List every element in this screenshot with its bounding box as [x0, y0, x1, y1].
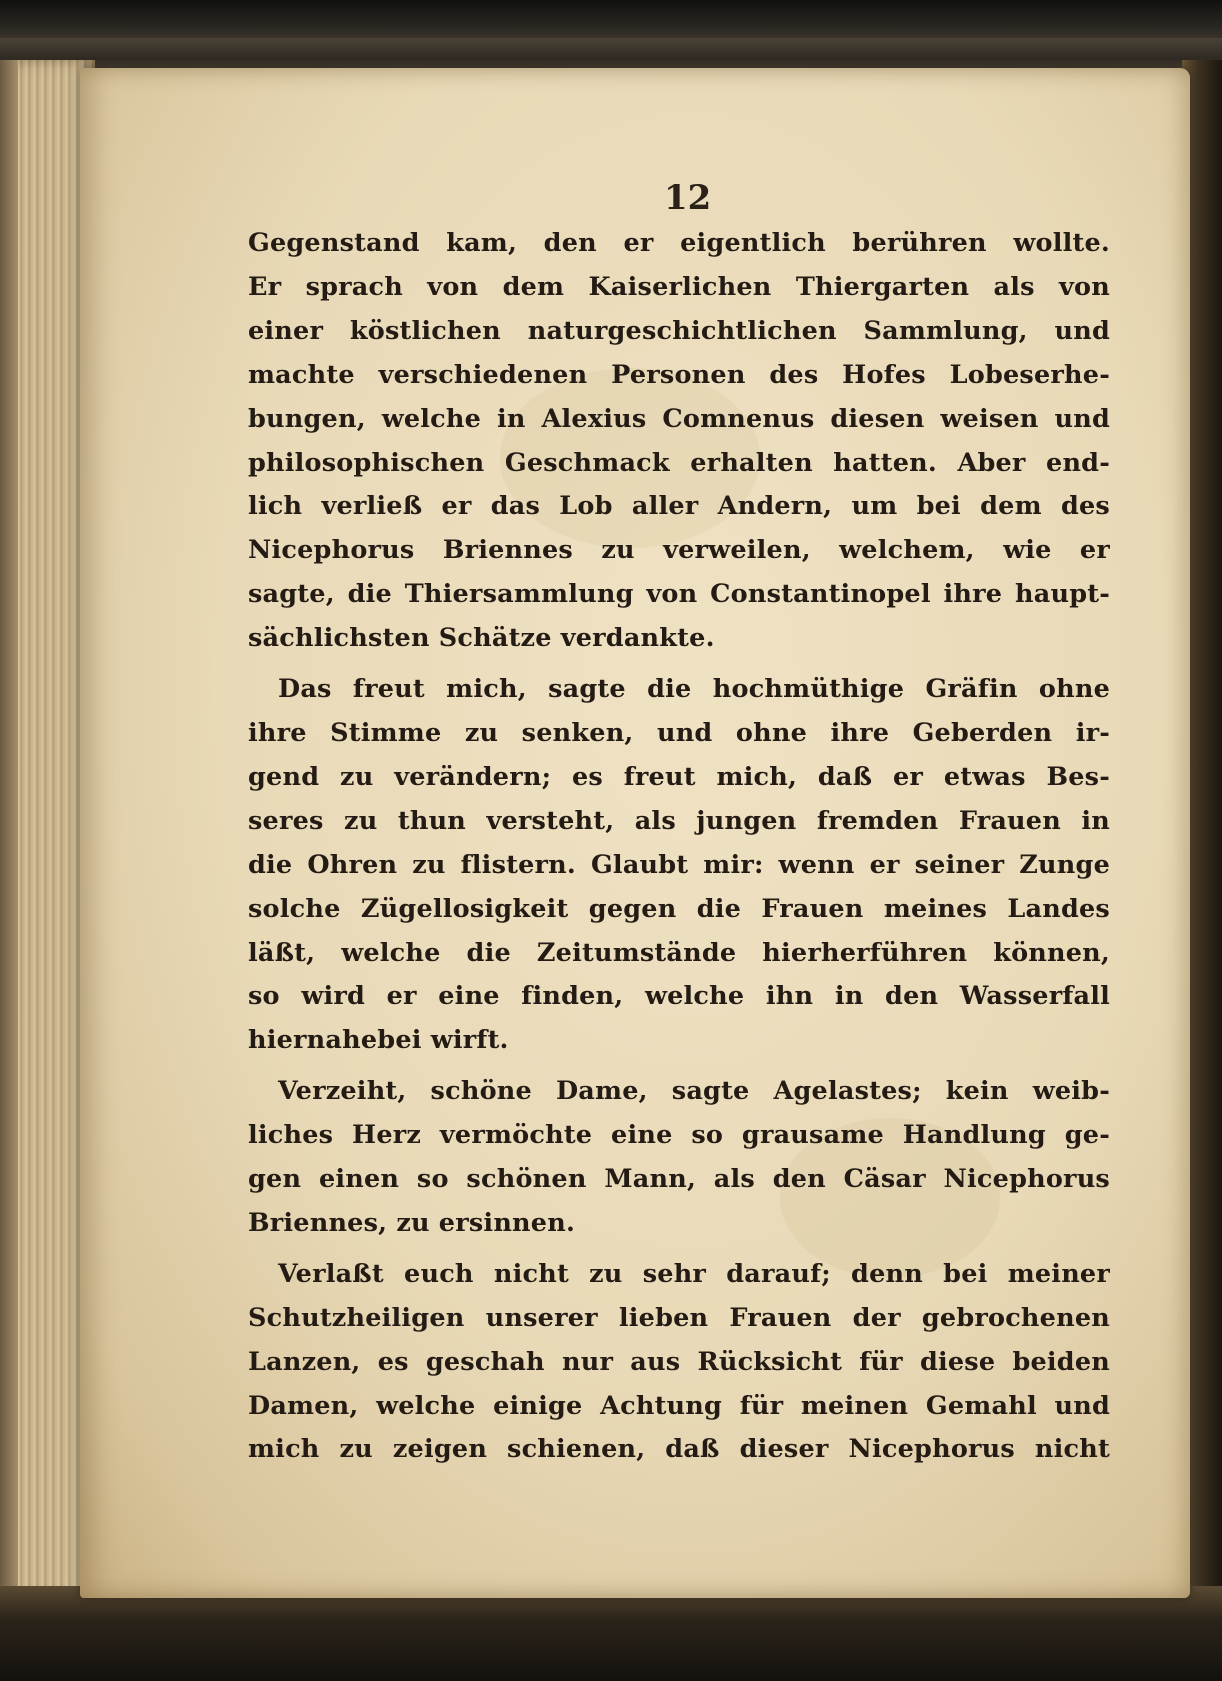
text-line: machte verschiedenen Personen des Hofes Lobeserhe- — [248, 359, 1110, 390]
text-line: philosophischen Geschmack erhalten hatten. Aber end- — [248, 447, 1110, 478]
body-text — [248, 222, 1110, 1472]
text-line: mich zu zeigen schienen, daß dieser Nicephorus nicht — [248, 1434, 1110, 1465]
text-line: Verzeiht, schöne Dame, sagte Agelastes; kein weib- — [278, 1076, 1110, 1107]
text-line: sagte, die Thiersammlung von Constantinopel ihre haupt- — [248, 579, 1110, 610]
text-line: solche Zügellosigkeit gegen die Frauen meines Landes — [248, 893, 1110, 924]
text-line: läßt, welche die Zeitumstände hierherführen können, — [248, 937, 1110, 968]
text-line: Er sprach von dem Kaiserlichen Thiergarten als von — [248, 271, 1110, 302]
text-line: Das freut mich, sagte die hochmüthige Gräfin ohne — [278, 674, 1110, 705]
text-line: Gegenstand kam, den er eigentlich berühren wollte. — [248, 228, 1110, 258]
text-line: bungen, welche in Alexius Comnenus diesen weisen und — [248, 403, 1110, 434]
page-number: 12 — [664, 178, 712, 218]
text-line: hiernahebei wirft. — [248, 1025, 509, 1056]
text-line: sächlichsten Schätze verdankte. — [248, 623, 715, 654]
text-line: liches Herz vermöchte eine so grausame Handlung ge- — [248, 1120, 1110, 1151]
text-line: Lanzen, es geschah nur aus Rücksicht für diese beiden — [248, 1346, 1110, 1377]
book-cover-bottom — [0, 1586, 1222, 1681]
text-line: seres zu thun versteht, als jungen fremden Frauen in — [248, 805, 1110, 836]
text-line: Nicephorus Briennes zu verweilen, welchem, wie er — [248, 535, 1110, 566]
text-line: Damen, welche einige Achtung für meinen Gemahl und — [248, 1390, 1110, 1421]
text-line: gend zu verändern; es freut mich, daß er etwas Bes- — [248, 761, 1110, 792]
scanner-edge-top — [0, 0, 1222, 40]
text-line: die Ohren zu flistern. Glaubt mir: wenn er seiner Zunge — [248, 849, 1110, 880]
text-line: einer köstlichen naturgeschichtlichen Sammlung, und — [248, 315, 1110, 346]
text-line: Verlaßt euch nicht zu sehr darauf; denn bei meiner — [278, 1258, 1110, 1289]
text-line: ihre Stimme zu senken, und ohne ihre Geberden ir- — [248, 717, 1110, 748]
text-line: Briennes, zu ersinnen. — [248, 1207, 576, 1238]
text-line: lich verließ er das Lob aller Andern, um bei dem des — [248, 491, 1110, 522]
text-line: Schutzheiligen unserer lieben Frauen der gebrochenen — [248, 1302, 1110, 1333]
text-line: gen einen so schönen Mann, als den Cäsar Nicephorus — [248, 1164, 1110, 1195]
text-line: so wird er eine finden, welche ihn in den Wasserfall — [248, 981, 1110, 1012]
